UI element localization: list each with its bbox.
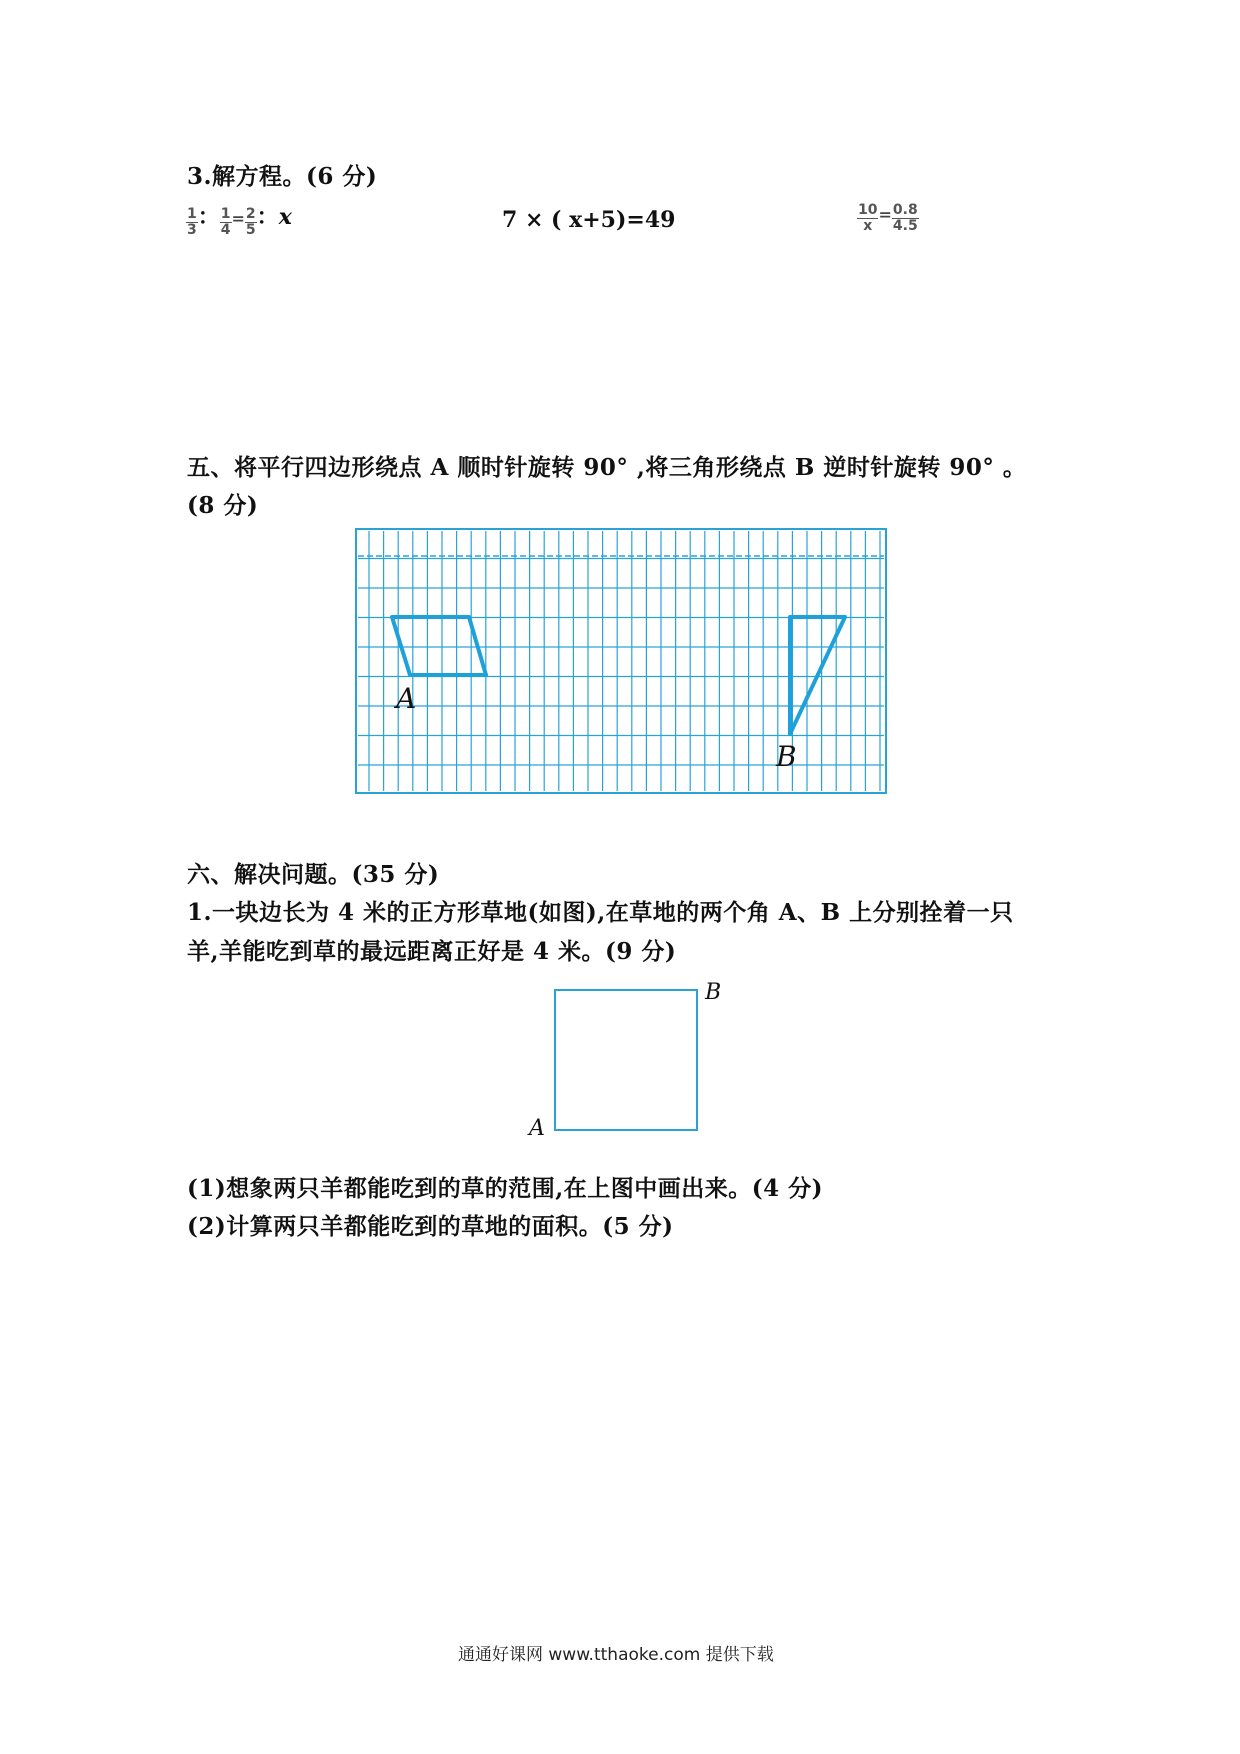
grass-square — [555, 990, 697, 1130]
problem1-line1: 1.一块边长为 4 米的正方形草地(如图),在草地的两个角 A、B 上分别拴着一只 — [187, 899, 1014, 926]
section5-line2: (8 分) — [187, 492, 259, 519]
square-label-a: A — [529, 1116, 545, 1141]
fraction: $\frac{2}{5}$ — [245, 205, 256, 238]
fraction: $\frac{1}{3}$ — [187, 205, 197, 238]
fraction: $\frac{1}{4}$ — [220, 205, 231, 238]
section3-title: 3.解方程。(6 分) — [187, 163, 378, 190]
fraction: $\frac{10}{x}$ — [858, 201, 878, 234]
subquestion-1: (1)想象两只羊都能吃到的草的范围,在上图中画出来。(4 分) — [187, 1175, 824, 1202]
grid-label-b: B — [776, 740, 797, 773]
equation-3: $\frac{10}{x}$ = $\frac{0.8}{4.5}$ — [858, 201, 918, 234]
grid-label-a: A — [396, 682, 417, 715]
equation-2: 7 × ( x+5)=49 — [502, 207, 676, 233]
section6-title: 六、解决问题。(35 分) — [187, 861, 440, 888]
section5-line1: 五、将平行四边形绕点 A 顺时针旋转 90° ,将三角形绕点 B 逆时针旋转 90° 。 — [187, 454, 1027, 481]
equation-1: $\frac{1}{3}$ ： $\frac{1}{4}$ = $\frac{2}{5}$ ：x — [187, 204, 292, 238]
problem1-line2: 羊,羊能吃到草的最远距离正好是 4 米。(9 分) — [187, 938, 677, 965]
subquestion-2: (2)计算两只羊都能吃到的草地的面积。(5 分) — [187, 1213, 674, 1240]
footer-text: 通通好课网 www.tthaoke.com 提供下载 — [458, 1645, 774, 1665]
fraction: $\frac{0.8}{4.5}$ — [892, 201, 918, 234]
square-label-b: B — [705, 980, 722, 1005]
